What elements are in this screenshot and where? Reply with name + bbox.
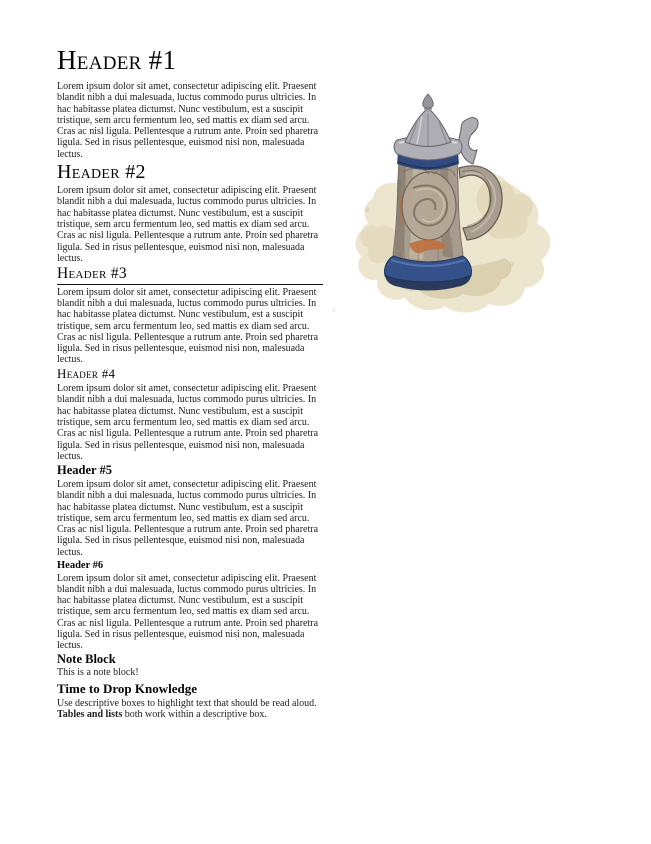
body-paragraph-3: Lorem ipsum dolor sit amet, consectetur adipiscing elit. Praesent blandit nibh a dui malesuada, luctus commodo purus ultricies. In hac habitasse platea dictumst. Nunc vestibulum, est a suscipit tristique, sem arcu fermentum leo, sed mattis ex diam sed arcu. Cras ac nisl ligula. Pellentesque a rutrum ante. Proin sed pharetra ligula. Sed in risus pellentesque, euismod nisi non, malesuada lectus. (57, 286, 319, 366)
knowledge-tip-bold: Tables and lists (57, 709, 123, 721)
body-paragraph-4: Lorem ipsum dolor sit amet, consectetur adipiscing elit. Praesent blandit nibh a dui malesuada, luctus commodo purus ultricies. In hac habitasse platea dictumst. Nunc vestibulum, est a suscipit tristique, sem arcu fermentum leo, sed mattis ex diam sed arcu. Cras ac nisl ligula. Pellentesque a rutrum ante. Proin sed pharetra ligula. Sed in risus pellentesque, euismod nisi non, malesuada lectus. (57, 383, 319, 462)
wash-speck-3 (333, 308, 335, 312)
knowledge-tip (57, 709, 323, 720)
finial (423, 94, 434, 108)
header-3: Header #3 (57, 266, 323, 285)
body-paragraph-1: Lorem ipsum dolor sit amet, consectetur adipiscing elit. Praesent blandit nibh a dui malesuada, luctus commodo purus ultricies. In hac habitasse platea dictumst. Nunc vestibulum, est a suscipit tristique, sem arcu fermentum leo, sed mattis ex diam sed arcu. Cras ac nisl ligula. Pellentesque a rutrum ante. Proin sed pharetra ligula. Sed in risus pellentesque, euismod nisi non, malesuada lectus. (57, 81, 319, 160)
header-4: Header #4 (57, 365, 116, 381)
text-column (57, 45, 323, 720)
header-2: Header #2 (57, 161, 146, 184)
body-paragraph-6: Lorem ipsum dolor sit amet, consectetur adipiscing elit. Praesent blandit nibh a dui malesuada, luctus commodo purus ultricies. In hac habitasse platea dictumst. Nunc vestibulum, est a suscipit tristique, sem arcu fermentum leo, sed mattis ex diam sed arcu. Cras ac nisl ligula. Pellentesque a rutrum ante. Proin sed pharetra ligula. Sed in risus pellentesque, euismod nisi non, malesuada lectus. (57, 572, 319, 652)
wash-speck-1 (365, 208, 370, 213)
knowledge-tip-rest: both work within a descriptive box. (122, 709, 267, 721)
header-1: Header #1 (57, 45, 177, 75)
header-6: Header #6 (57, 559, 104, 571)
knowledge-title: Time to Drop Knowledge (57, 680, 197, 696)
stein-body (393, 154, 463, 266)
note-block-body: This is a note block! (57, 667, 139, 679)
note-block-title: Note Block (57, 651, 116, 666)
knowledge-body: Use descriptive boxes to highlight text that should be read aloud. (57, 697, 317, 709)
header-5: Header #5 (57, 463, 112, 478)
wash-speck-2 (508, 261, 514, 267)
stein-lid (394, 94, 462, 160)
thumblift (459, 118, 478, 164)
body-paragraph-5: Lorem ipsum dolor sit amet, consectetur adipiscing elit. Praesent blandit nibh a dui malesuada, luctus commodo purus ultricies. In hac habitasse platea dictumst. Nunc vestibulum, est a suscipit tristique, sem arcu fermentum leo, sed mattis ex diam sed arcu. Cras ac nisl ligula. Pellentesque a rutrum ante. Proin sed pharetra ligula. Sed in risus pellentesque, euismod nisi non, malesuada lectus. (57, 478, 319, 558)
stein-illustration (333, 88, 563, 318)
stein-svg (333, 88, 563, 318)
body-paragraph-2: Lorem ipsum dolor sit amet, consectetur adipiscing elit. Praesent blandit nibh a dui malesuada, luctus commodo purus ultricies. In hac habitasse platea dictumst. Nunc vestibulum, est a suscipit tristique, sem arcu fermentum leo, sed mattis ex diam sed arcu. Cras ac nisl ligula. Pellentesque a rutrum ante. Proin sed pharetra ligula. Sed in risus pellentesque, euismod nisi non, malesuada lectus. (57, 185, 319, 264)
